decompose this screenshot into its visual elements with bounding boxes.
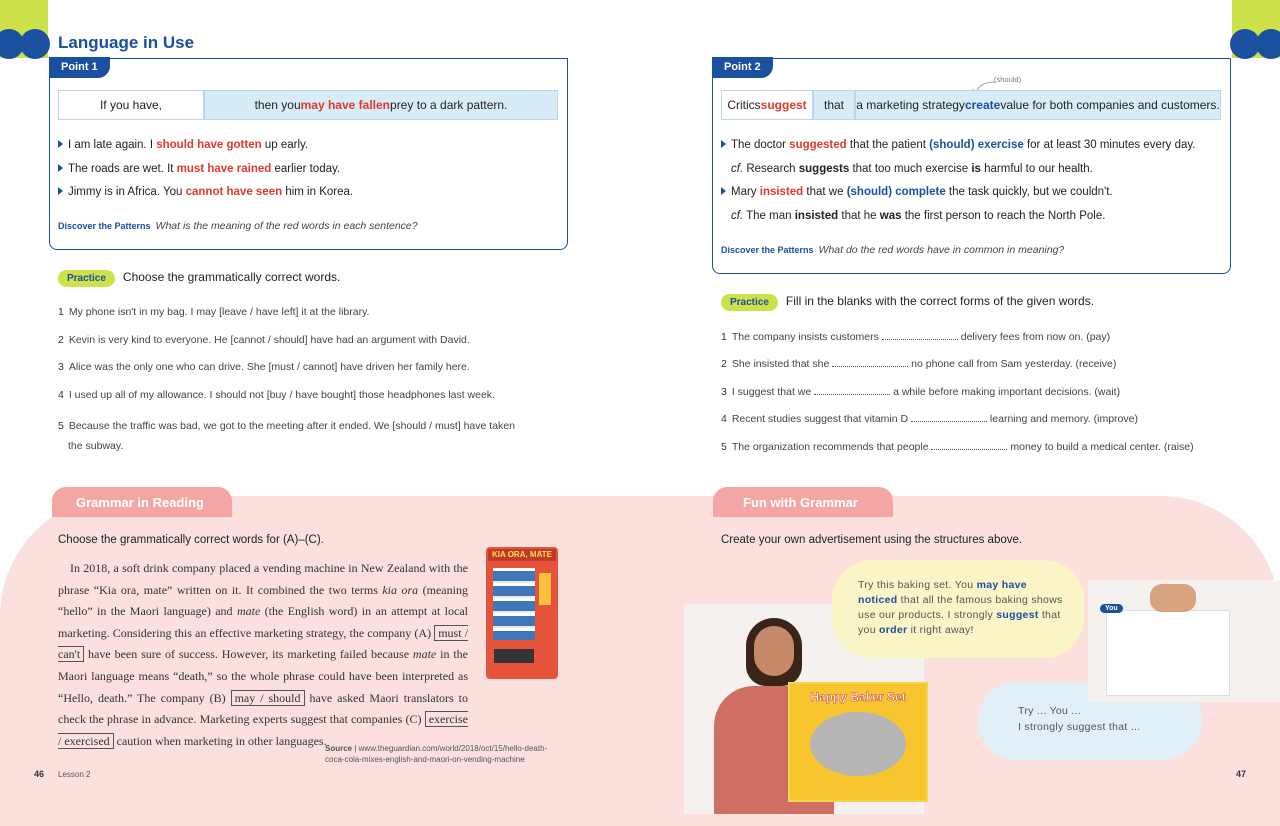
lesson-label: Lesson 2: [58, 770, 91, 779]
discover-patterns: Discover the Patterns What do the red words have in common in meaning?: [721, 244, 1065, 256]
example-2: The roads are wet. It must have rained earlier today.: [58, 163, 340, 175]
practice-1-header: [58, 270, 340, 287]
point-1-tab: Point 1: [49, 57, 110, 78]
answer-blank[interactable]: [911, 412, 987, 422]
product-label: Happy Baker Set: [810, 690, 906, 704]
point-1-pattern: [58, 90, 558, 120]
practice-1-item: 1 My phone isn't in my bag. I may [leave / have left] it at the library.: [58, 306, 370, 318]
practice-2-item: 5 The organization recommends that people money to build a medical center. (raise): [721, 441, 1194, 453]
reading-instruction: Choose the grammatically correct words for (A)–(C).: [58, 534, 324, 546]
woman-face: [754, 626, 794, 676]
example-1: I am late again. I should have gotten up early.: [58, 139, 308, 151]
discover-patterns: Discover the Patterns What is the meaning of the red words in each sentence?: [58, 220, 418, 232]
practice-1-item: 4 I used up all of my allowance. I should not [buy / have bought] those headphones last week.: [58, 389, 495, 401]
vending-sign: KIA ORA, MATE: [488, 549, 556, 561]
practice-2-item: 3 I suggest that we a while before making important decisions. (wait): [721, 386, 1121, 398]
pattern-red-words: may have fallen: [300, 98, 391, 112]
page-number-left: 46: [34, 769, 45, 779]
vending-keypad: [539, 573, 551, 605]
p2-cf-2: cf. The man insisted that he was the first person to reach the North Pole.: [731, 210, 1106, 222]
practice-2-item: 1 The company insists customers delivery fees from now on. (pay): [721, 331, 1111, 343]
bubble-line: I strongly suggest that ...: [1018, 721, 1141, 733]
should-annotation: (should): [994, 75, 1022, 84]
pattern-part-a: Critics suggest: [721, 90, 813, 120]
reading-passage: In 2018, a soft drink company placed a vending machine in New Zealand with the phrase “Kia ora, mate” written on it. It combined the two terms kia ora (meaning “hello” in the Maori language) and mate (the English word) in an attempt at local marketing. Considering this an effective marketing strategy, the company (A) must / can't have been sure of success. However, its marketing failed because mate in the Maori language means “death,” so the whole phrase could have been interpreted as “Hello, death.” The company (B) may / should have asked Maori translators to check the phrase in advance. Marketing experts suggest that companies (C) exercise / exercised caution when marketing in other languages.: [58, 561, 469, 748]
baking-tray-icon: [810, 712, 906, 776]
hand-icon: [1150, 584, 1196, 612]
pattern-right: [204, 90, 558, 120]
choice-box-a[interactable]: must / can't: [58, 625, 469, 662]
answer-blank[interactable]: [832, 357, 908, 367]
practice-2-item: 2 She insisted that she no phone call from Sam yesterday. (receive): [721, 358, 1117, 370]
you-card-photo: [1088, 580, 1280, 702]
page-number-right: 47: [1236, 769, 1247, 779]
p2-cf-1: cf. Research suggests that too much exercise is harmful to our health.: [731, 163, 1093, 175]
blank-card[interactable]: [1106, 610, 1230, 696]
fun-with-grammar-tab: Fun with Grammar: [713, 487, 893, 517]
page-title: Language in Use: [58, 33, 195, 52]
point-1-box: [49, 58, 568, 250]
choice-box-c[interactable]: exercise / exercised: [58, 712, 468, 748]
pattern-left: If you have,: [58, 90, 204, 120]
bullet-icon: [58, 164, 63, 172]
pattern-part-c: a marketing strategy create value for both companies and customers.: [855, 90, 1221, 120]
practice-pill: Practice: [721, 294, 778, 311]
point-2-box: [712, 58, 1231, 274]
bubble-line: Try ... You ...: [1018, 705, 1082, 717]
source-citation: Source | www.theguardian.com/world/2018/oct/15/hello-death-coca-cola-mixes-english-and-maori-on-vending-machine: [325, 744, 548, 764]
pattern-right-text: prey to a dark pattern.: [390, 98, 508, 112]
practice-1-item: 5 Because the traffic was bad, we got to the meeting after it ended. We [should / must] have taken the subway.: [58, 420, 515, 452]
practice-2-item: 4 Recent studies suggest that vitamin D learning and memory. (improve): [721, 413, 1138, 425]
answer-blank[interactable]: [882, 330, 958, 340]
grammar-in-reading-tab: Grammar in Reading: [52, 487, 232, 517]
bullet-icon: [721, 140, 726, 148]
practice-1-item: 2 Kevin is very kind to everyone. He [cannot / should] have had an argument with David.: [58, 334, 470, 346]
bullet-icon: [721, 187, 726, 195]
practice-1-item: 3 Alice was the only one who can drive. She [must / cannot] have driven her family here.: [58, 361, 470, 373]
vending-slot: [494, 649, 534, 663]
practice-instruction: Fill in the blanks with the correct forms of the given words.: [785, 294, 1095, 308]
practice-2-header: [721, 294, 1094, 311]
bullet-icon: [58, 187, 63, 195]
practice-pill: Practice: [58, 270, 115, 287]
pattern-part-b: that: [813, 90, 855, 120]
vending-window: [493, 568, 535, 640]
p2-example-2: Mary insisted that we (should) complete the task quickly, but we couldn't.: [721, 186, 1113, 198]
corner-circle: [1256, 29, 1280, 59]
you-badge: You: [1100, 604, 1123, 613]
corner-circle: [20, 29, 50, 59]
answer-blank[interactable]: [814, 385, 890, 395]
point-2-pattern: [721, 90, 1221, 120]
example-3: Jimmy is in Africa. You cannot have seen him in Korea.: [58, 186, 353, 198]
pattern-right-text: then you: [254, 98, 301, 112]
vending-machine-image: [486, 547, 558, 679]
bullet-icon: [58, 140, 63, 148]
point-2-tab: Point 2: [712, 57, 773, 78]
answer-blank[interactable]: [931, 440, 1007, 450]
fun-instruction: Create your own advertisement using the structures above.: [721, 534, 1023, 546]
speech-bubble-ad: Try this baking set. You may have noticed that all the famous baking shows use our products. I strongly suggest that you order it right away!: [832, 560, 1084, 658]
choice-box-b[interactable]: may / should: [231, 690, 305, 706]
p2-example-1: The doctor suggested that the patient (should) exercise for at least 30 minutes every day.: [721, 139, 1196, 151]
practice-instruction: Choose the grammatically correct words.: [122, 270, 341, 284]
product-box: [788, 682, 928, 802]
